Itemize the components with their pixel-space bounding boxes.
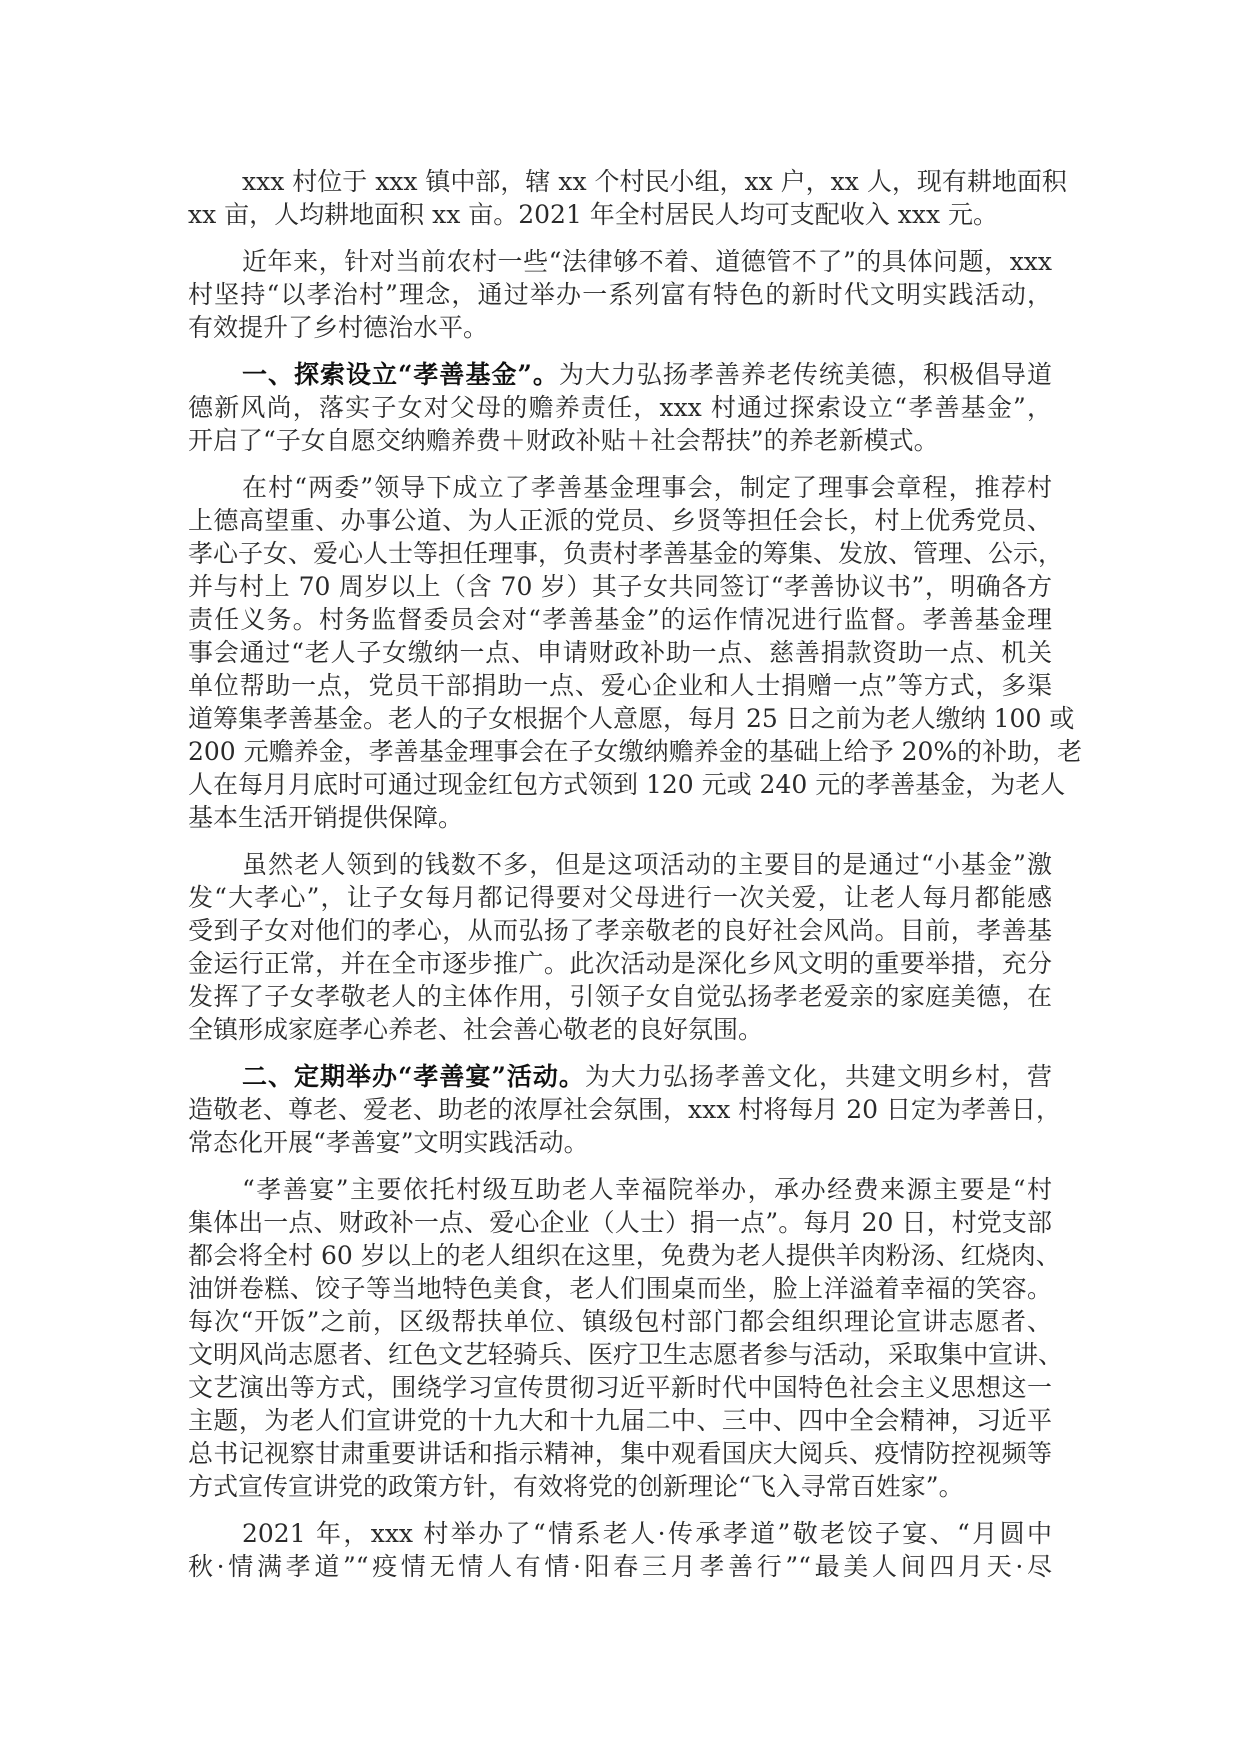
text-line (188, 358, 1052, 391)
line-text: 为大力弘扬孝善养老传统美德，积极倡导道 (558, 360, 1052, 389)
text-line: 受到子女对他们的孝心，从而弘扬了孝亲敬老的良好社会风尚。目前，孝善基 (188, 916, 1052, 945)
body-paragraph (188, 165, 1067, 231)
text-line: 油饼卷糕、饺子等当地特色美食，老人们围桌而坐，脸上洋溢着幸福的笑容。 (188, 1274, 1052, 1303)
line-text: 为大力弘扬孝善文化，共建文明乡村，营 (584, 1062, 1052, 1091)
text-line: 主题，为老人们宣讲党的十九大和十九届二中、三中、四中全会精神，习近平 (188, 1406, 1052, 1435)
text-line: 200 元赡养金，孝善基金理事会在子女缴纳赡养金的基础上给予 20%的补助，老 (188, 737, 1083, 766)
text-line: 全镇形成家庭孝心养老、社会善心敬老的良好氛围。 (188, 1015, 764, 1044)
text-line: 开启了“子女自愿交纳赡养费＋财政补贴＋社会帮扶”的养老新模式。 (188, 426, 939, 455)
text-line: 人在每月月底时可通过现金红包方式领到 120 元或 240 元的孝善基金，为老人 (188, 770, 1066, 799)
text-line (188, 1060, 1052, 1093)
body-paragraph (188, 1517, 1052, 1583)
text-line: 责任义务。村务监督委员会对“孝善基金”的运作情况进行监督。孝善基金理 (188, 605, 1052, 634)
text-line: 道筹集孝善基金。老人的子女根据个人意愿，每月 25 日之前为老人缴纳 100 或 (188, 704, 1075, 733)
text-line: 文艺演出等方式，围绕学习宣传贯彻习近平新时代中国特色社会主义思想这一 (188, 1373, 1052, 1402)
text-line: xx 亩，人均耕地面积 xx 亩。2021 年全村居民人均可支配收入 xxx 元。 (188, 200, 998, 229)
text-line: xxx 村位于 xxx 镇中部，辖 xx 个村民小组，xx 户，xx 人，现有耕地面积 (242, 167, 1067, 196)
text-line: 在村“两委”领导下成立了孝善基金理事会，制定了理事会章程，推荐村 (242, 473, 1052, 502)
text-line: 单位帮助一点，党员干部捐助一点、爱心企业和人士捐赠一点”等方式，多渠 (188, 671, 1052, 700)
text-line: 造敬老、尊老、爱老、助老的浓厚社会氛围，xxx 村将每月 20 日定为孝善日， (188, 1095, 1061, 1124)
text-line: 发挥了子女孝敬老人的主体作用，引领子女自觉弘扬孝老爱亲的家庭美德，在 (188, 982, 1052, 1011)
text-line: 虽然老人领到的钱数不多，但是这项活动的主要目的是通过“小基金”激 (242, 850, 1052, 879)
body-paragraph (188, 1173, 1064, 1503)
text-line: 上德高望重、办事公道、为人正派的党员、乡贤等担任会长，村上优秀党员、 (188, 506, 1052, 535)
text-line: 秋·情满孝道”“疫情无情人有情·阳春三月孝善行”“最美人间四月天·尽 (188, 1552, 1052, 1581)
text-line: 集体出一点、财政补一点、爱心企业（人士）捐一点”。每月 20 日，村党支部 (188, 1208, 1052, 1237)
text-line: 发“大孝心”，让子女每月都记得要对父母进行一次关爱，让老人每月都能感 (188, 883, 1052, 912)
text-line: 总书记视察甘肃重要讲话和指示精神，集中观看国庆大阅兵、疫情防控视频等 (188, 1439, 1052, 1468)
section-heading: 一、探索设立“孝善基金”。 (242, 360, 559, 389)
text-line: 德新风尚，落实子女对父母的赡养责任，xxx 村通过探索设立“孝善基金”， (188, 393, 1052, 422)
text-line: 金运行正常，并在全市逐步推广。此次活动是深化乡风文明的重要举措，充分 (188, 949, 1052, 978)
text-line: 2021 年，xxx 村举办了“情系老人·传承孝道”敬老饺子宴、“月圆中 (242, 1519, 1052, 1548)
text-line: 并与村上 70 周岁以上（含 70 岁）其子女共同签订“孝善协议书”，明确各方 (188, 572, 1052, 601)
body-paragraph (188, 848, 1052, 1046)
text-line: 都会将全村 60 岁以上的老人组织在这里，免费为老人提供羊肉粉汤、红烧肉、 (188, 1241, 1061, 1270)
text-line: 村坚持“以孝治村”理念，通过举办一系列富有特色的新时代文明实践活动， (188, 280, 1052, 309)
body-paragraph (188, 471, 1083, 834)
text-line: 孝心子女、爱心人士等担任理事，负责村孝善基金的筹集、发放、管理、公示， (188, 539, 1064, 568)
text-line: 基本生活开销提供保障。 (188, 803, 464, 832)
section-heading: 二、定期举办“孝善宴”活动。 (242, 1062, 585, 1091)
document-page (188, 165, 1083, 1597)
body-paragraph (188, 245, 1052, 344)
text-line: 每次“开饭”之前，区级帮扶单位、镇级包村部门都会组织理论宣讲志愿者、 (188, 1307, 1052, 1336)
text-line: 事会通过“老人子女缴纳一点、申请财政补助一点、慈善捐款资助一点、机关 (188, 638, 1052, 667)
text-line: 方式宣传宣讲党的政策方针，有效将党的创新理论“飞入寻常百姓家”。 (188, 1472, 964, 1501)
text-line: “孝善宴”主要依托村级互助老人幸福院举办，承办经费来源主要是“村 (242, 1175, 1052, 1204)
text-line: 常态化开展“孝善宴”文明实践活动。 (188, 1128, 589, 1157)
text-line: 近年来，针对当前农村一些“法律够不着、道德管不了”的具体问题，xxx (242, 247, 1052, 276)
section-paragraph (188, 1060, 1061, 1159)
text-line: 文明风尚志愿者、红色文艺轻骑兵、医疗卫生志愿者参与活动，采取集中宣讲、 (188, 1340, 1064, 1369)
section-paragraph (188, 358, 1052, 457)
text-line: 有效提升了乡村德治水平。 (188, 313, 489, 342)
